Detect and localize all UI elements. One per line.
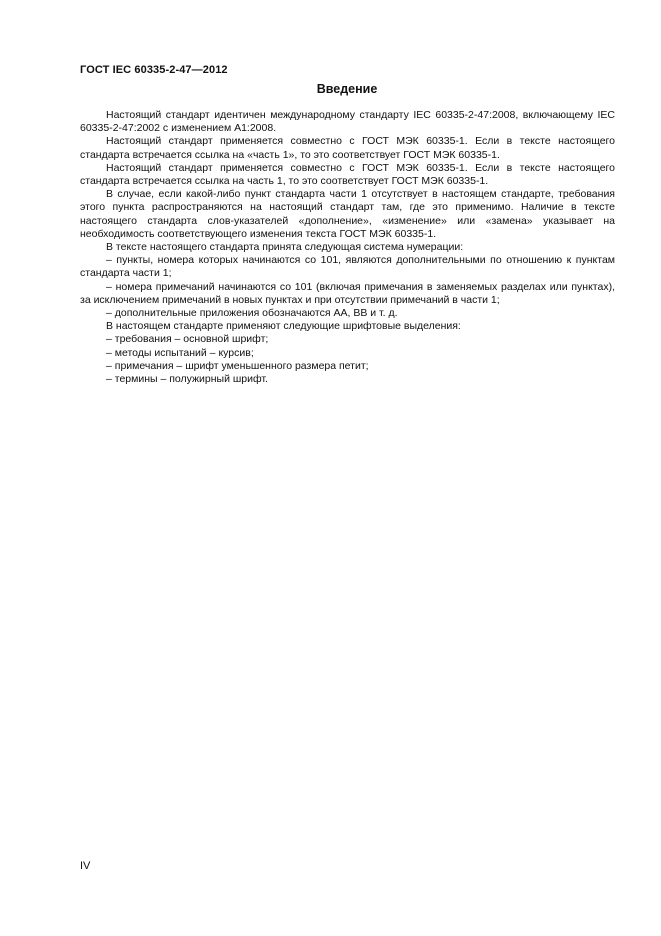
list-item-notes-font: – примечания – шрифт уменьшенного размера петит; (106, 359, 369, 372)
list-item-terms-font: – термины – полужирный шрифт. (106, 373, 268, 386)
paragraph-numbering-intro: В тексте настоящего стандарта принята следующая система нумерации: (106, 241, 464, 254)
section-title: Введение (316, 82, 378, 96)
standard-code-header: ГОСТ IEC 60335-2-47—2012 (80, 64, 228, 76)
list-item-notes: – номера примечаний начинаются со 101 (включая примечания в заменяемых разделах или пунктах), за исключением примечаний в новых пунктах и при отсутствии примечаний в части 1; (80, 280, 615, 306)
list-item-annexes: – дополнительные приложения обозначаются АА, ВВ и т. д. (106, 307, 398, 320)
list-item-clauses: – пункты, номера которых начинаются со 101, являются дополнительными по отношению к пунктам стандарта части 1; (80, 254, 615, 280)
paragraph-fonts-intro: В настоящем стандарте применяют следующие шрифтовые выделения: (106, 320, 461, 333)
list-item-requirements-font: – требования – основной шрифт; (106, 333, 269, 346)
paragraph-identity: Настоящий стандарт идентичен международному стандарту IEC 60335-2-47:2008, включающему IEC 60335-2-47:2002 с изменением A1:2008. (80, 109, 615, 135)
document-body (80, 109, 615, 386)
paragraph-missing-clause: В случае, если какой-либо пункт стандарта части 1 отсутствует в настоящем стандарте, требования этого пункта распространяются на настоящий стандарт там, где это применимо. Наличие в тексте настоящего стандарта слов-указателей «дополнение», «изменение» или «замена» указывает на необходимость соответствующего изменения текста ГОСТ МЭК 60335-1. (80, 188, 615, 240)
paragraph-part1-reference-b: Настоящий стандарт применяется совместно с ГОСТ МЭК 60335-1. Если в тексте настоящего стандарта встречается ссылка на часть 1, то это соответствует ГОСТ МЭК 60335-1. (80, 161, 615, 188)
page-number: IV (80, 860, 91, 872)
paragraph-part1-reference-a: Настоящий стандарт применяется совместно с ГОСТ МЭК 60335-1. Если в тексте настоящего стандарта встречается ссылка на «часть 1», то это соответствует ГОСТ МЭК 60335-1. (80, 135, 615, 161)
list-item-test-methods-font: – методы испытаний – курсив; (106, 346, 254, 359)
